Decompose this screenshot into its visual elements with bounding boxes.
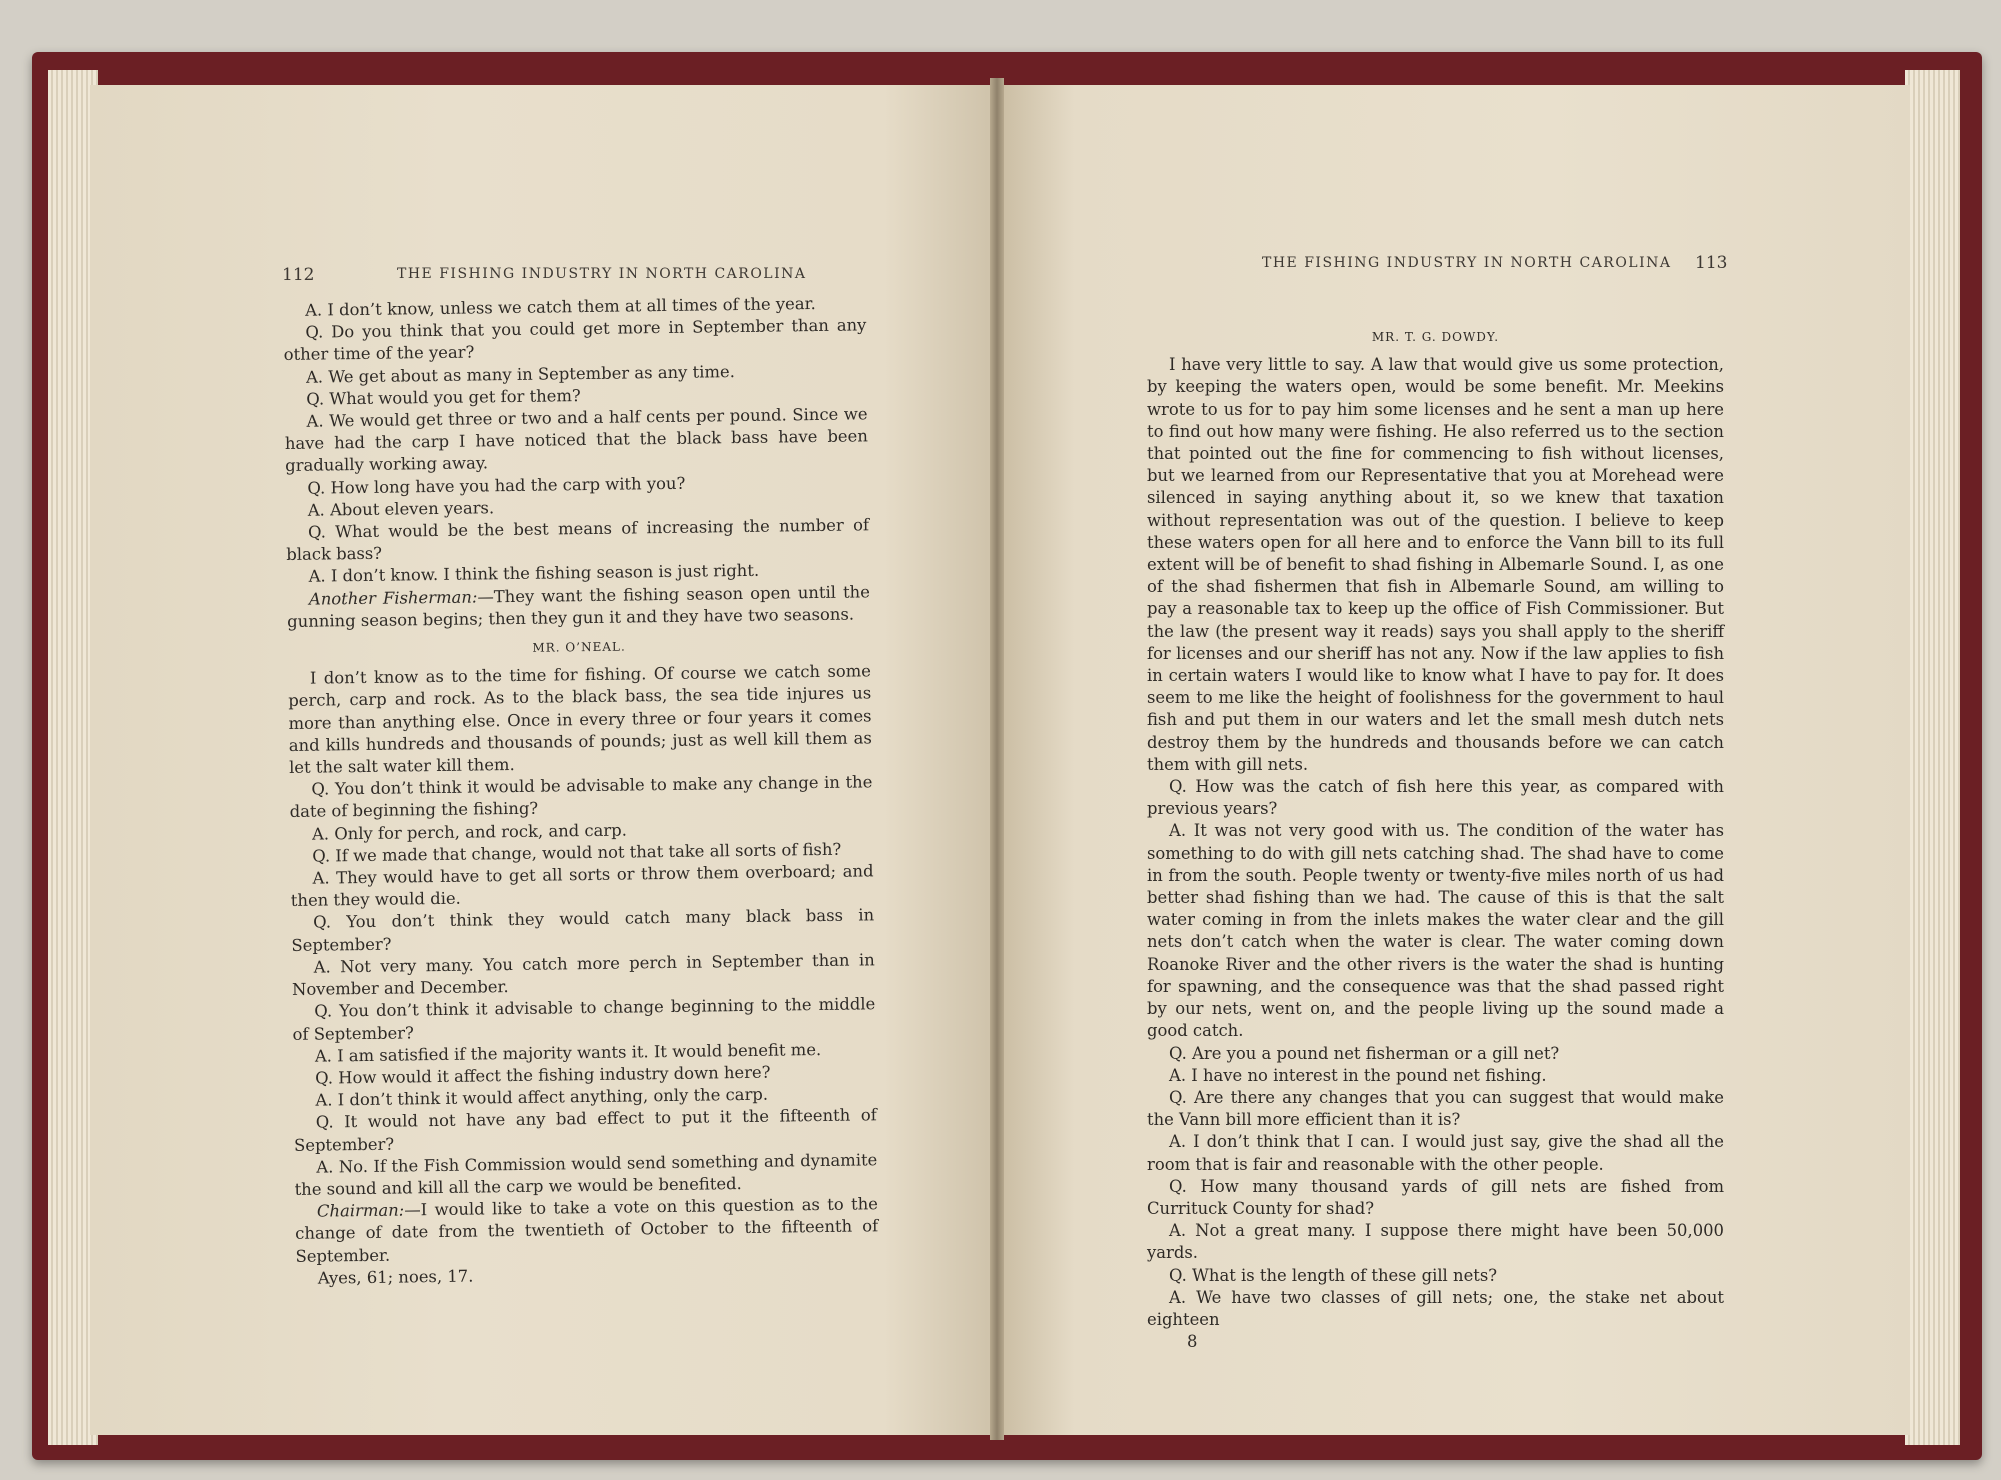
- paragraph: Q. You don’t think it would be advisable to make any change in the date of beginning the fishing?: [289, 772, 873, 822]
- paragraph: Q. How long have you had the carp with you?: [307, 473, 686, 498]
- paragraph: A. No. If the Fish Commission would send something and dynamite the sound and kill all the carp we would be benefited.: [294, 1150, 878, 1199]
- page-edges-right: [1905, 70, 1960, 1445]
- speaker-text: —They want the fishing season open until the gunning season begins; then they gun it and they have two seasons.: [287, 581, 870, 631]
- left-page-text: [283, 292, 879, 1289]
- right-page-text: [1147, 326, 1724, 1353]
- paragraph: Q. You don’t think they would catch many black bass in September?: [291, 905, 875, 955]
- speaker-text: —I would like to take a vote on this question as to the change of date from the twentieth of October to the fifteenth of September.: [295, 1194, 879, 1266]
- paragraph: Q. Are there any changes that you can suggest that would make the Vann bill more efficient than it is?: [1147, 1087, 1724, 1130]
- vote-result: Ayes, 61; noes, 17.: [317, 1266, 474, 1288]
- paragraph: Q. What would be the best means of increasing the number of black bass?: [286, 515, 870, 565]
- paragraph: A. Not very many. You catch more perch in September than in November and December.: [291, 950, 875, 1000]
- another-fisherman-paragraph: [287, 581, 871, 633]
- paragraph: A. We have two classes of gill nets; one, the stake net about eighteen: [1147, 1287, 1724, 1329]
- paragraph: A. I don’t think it would affect anything, only the carp.: [315, 1084, 769, 1110]
- right-running-head: THE FISHING INDUSTRY IN NORTH CAROLINA: [1262, 255, 1672, 271]
- paragraph: Q. What would you get for them?: [306, 385, 581, 409]
- paragraph: A. I don’t know, unless we catch them at all times of the year.: [305, 294, 816, 320]
- paragraph: A. We would get three or two and a half cents per pound. Since we have had the carp I have noticed that the black bass have been gradually working away.: [284, 404, 868, 476]
- paragraph: I have very little to say. A law that would give us some protection, by keeping the waters open, would be some benefit. Mr. Meekins wrote to us for to pay him some licenses and he sent a man up here to find out how many were fishing. He also referred us to the section that pointed out the fine for commencing to fish without licenses, but we learned from our Representative that you at Morehead were silenced in saying anything about it, so we knew that taxation without representation was out of the question. I believe to keep these waters open for all here and to enforce the Vann bill to its full extent will be of benefit to shad fishing in Albemarle Sound. I, as one of the shad fishermen that fish in Albemarle Sound, am willing to pay a reasonable tax to keep up the office of Fish Commissioner. But the law (the present way it reads) says you shall apply to the sheriff for licenses and our sheriff has not any. Now if the law applies to fish in certain waters I would like to know what I have to pay for. It does seem to me like the height of foolishness for the government to haul fish and put them in our waters and let the small mesh dutch nets destroy them by the hundreds and thousands before we can catch them with gill nets.: [1147, 355, 1724, 774]
- left-page-number: 112: [282, 265, 315, 285]
- paragraph: Q. Are you a pound net fisherman or a gill net?: [1169, 1043, 1560, 1063]
- paragraph: I don’t know as to the time for fishing. Of course we catch some perch, carp and rock. As to the black bass, the sea tide injures us more than anything else. Once in every three or four years it comes and kills hundreds and thousands of pounds; just as well kill them as let the salt water kill them.: [288, 661, 872, 778]
- speaker-heading-dowdy: MR. T. G. DOWDY.: [1371, 330, 1500, 344]
- paragraph: Q. How many thousand yards of gill nets are fished from Currituck County for shad?: [1147, 1176, 1724, 1218]
- paragraph: Q. How was the catch of fish here this year, as compared with previous years?: [1147, 777, 1724, 819]
- paragraph: A. We get about as many in September as any time.: [305, 361, 735, 387]
- paragraph: Q. If we made that change, would not that take all sorts of fish?: [312, 839, 842, 866]
- paragraph: A. About eleven years.: [307, 498, 495, 520]
- speaker-label: Another Fisherman:: [308, 587, 478, 609]
- paragraph: Q. How would it affect the fishing industry down here?: [315, 1062, 771, 1088]
- paragraph: A. They would have to get all sorts or throw them overboard; and then they would die.: [290, 861, 874, 911]
- paragraph: Q. It would not have any bad effect to put it the fifteenth of September?: [293, 1105, 877, 1155]
- paragraph: A. It was not very good with us. The condition of the water has something to do with gill nets catching shad. The shad have to come in from the south. People twenty or twenty-five miles north of us had better shad fishing than we had. The cause of this is that the salt water coming in from the inlets makes the water clear and the gill nets don’t catch when the water is clear. The water coming down Roanoke River and the other rivers is the water the shad is hunting for spawning, and the consequence was that the shad passed right by our nets, went on, and the people living up the sound made a good catch.: [1147, 821, 1724, 1041]
- paragraph: A. I have no interest in the pound net fishing.: [1169, 1065, 1547, 1085]
- right-page-number: 113: [1695, 253, 1728, 273]
- paragraph: A. I don’t know. I think the fishing season is just right.: [308, 561, 760, 587]
- paragraph: A. I don’t think that I can. I would just say, give the shad all the room that is fair and reasonable with the other people.: [1147, 1132, 1724, 1174]
- paragraph: Q. What is the length of these gill nets?: [1169, 1265, 1498, 1285]
- paragraph: A. Only for perch, and rock, and carp.: [311, 820, 628, 844]
- speaker-heading-oneal: MR. O’NEAL.: [532, 639, 626, 655]
- paragraph: Q. Do you think that you could get more in September than any other time of the year?: [283, 315, 867, 365]
- left-running-head: THE FISHING INDUSTRY IN NORTH CAROLINA: [397, 266, 807, 282]
- paragraph: Q. You don’t think it advisable to change beginning to the middle of September?: [292, 994, 876, 1044]
- book-gutter: [990, 78, 1004, 1440]
- chairman-paragraph: [295, 1193, 879, 1267]
- paragraph: A. Not a great many. I suppose there might have been 50,000 yards.: [1147, 1221, 1724, 1263]
- speaker-label: Chairman:: [316, 1200, 405, 1221]
- signature-mark: 8: [1187, 1332, 1198, 1352]
- paragraph: A. I am satisfied if the majority wants it. It would benefit me.: [314, 1039, 822, 1066]
